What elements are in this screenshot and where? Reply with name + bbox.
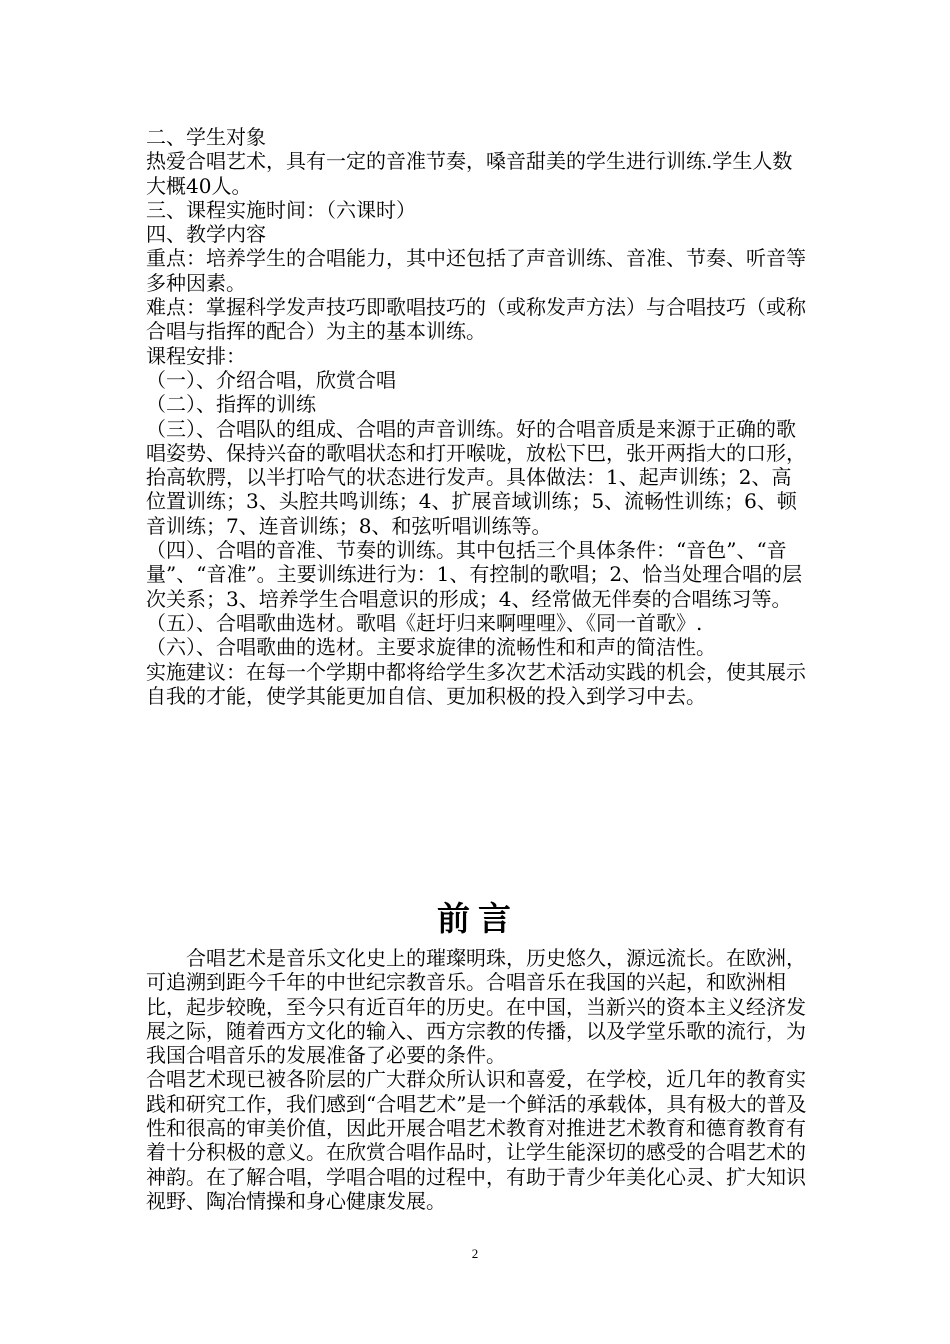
implementation-suggestion: 实施建议：在每一个学期中都将给学生多次艺术活动实践的机会，使其展示自我的才能，使学其能更加自信、更加积极的投入到学习中去。 bbox=[146, 659, 806, 708]
preface-paragraph-1: 合唱艺术是音乐文化史上的璀璨明珠，历史悠久，源远流长。在欧洲，可追溯到距今千年的中世纪宗教音乐。合唱音乐在我国的兴起，和欧洲相比，起步较晚，至今只有近百年的历史。在中国，当新兴的资本主义经济发展之际，随着西方文化的输入、西方宗教的传播，以及学堂乐歌的流行，为我国合唱音乐的发展准备了必要的条件。 bbox=[146, 946, 806, 1068]
key-points: 重点：培养学生的合唱能力，其中还包括了声音训练、音准、节奏、听音等多种因素。 bbox=[146, 246, 806, 295]
preface-title: 前言 bbox=[437, 899, 519, 938]
course-arrangement-label: 课程安排： bbox=[146, 343, 246, 368]
arrangement-item-4: （四）、合唱的音准、节奏的训练。其中包括三个具体条件：“音色”、“音量”、“音准”。主要训练进行为：1、有控制的歌唱；2、恰当处理合唱的层次关系；3、培养学生合唱意识的形成；4、经常做无伴奏的合唱练习等。 bbox=[146, 538, 803, 611]
preface-paragraph-2: 合唱艺术现已被各阶层的广大群众所认识和喜爱，在学校，近几年的教育实践和研究工作，我们感到“合唱艺术”是一个鲜活的承载体，具有极大的普及性和很高的审美价值，因此开展合唱艺术教育对推进艺术教育和德育教育有着十分积极的意义。在欣赏合唱作品时，让学生能深切的感受的合唱艺术的神韵。在了解合唱，学唱合唱的过程中，有助于青少年美化心灵、扩大知识视野、陶冶情操和身心健康发展。 bbox=[146, 1067, 807, 1213]
preface-heading-block bbox=[146, 893, 810, 945]
section-heading-content: 四、教学内容 bbox=[146, 222, 266, 247]
course-plan-section bbox=[146, 125, 810, 708]
preface-body bbox=[146, 946, 812, 1213]
arrangement-item-2: （二）、指挥的训练 bbox=[146, 392, 316, 417]
students-description: 热爱合唱艺术，具有一定的音准节奏，嗓音甜美的学生进行训练.学生人数大概40人。 bbox=[146, 149, 793, 198]
arrangement-item-3: （三）、合唱队的组成、合唱的声音训练。好的合唱音质是来源于正确的歌唱姿势、保持兴奋的歌唱状态和打开喉咙，放松下巴，张开两指大的口形，抬高软腭，以半打哈气的状态进行发声。具体做法：1、起声训练；2、高位置训练；3、头腔共鸣训练；4、扩展音域训练；5、流畅性训练；6、顿音训练；7、连音训练；8、和弦听唱训练等。 bbox=[146, 416, 806, 538]
difficult-points: 难点：掌握科学发声技巧即歌唱技巧的（或称发声方法）与合唱技巧（或称合唱与指挥的配合）为主的基本训练。 bbox=[146, 295, 806, 344]
arrangement-item-1: （一）、介绍合唱，欣赏合唱 bbox=[146, 367, 396, 392]
arrangement-item-5: （五）、合唱歌曲选材。歌唱《赶圩归来啊哩哩》、《同一首歌》. bbox=[146, 610, 703, 635]
arrangement-item-6: （六）、合唱歌曲的选材。主要求旋律的流畅性和和声的简洁性。 bbox=[146, 635, 716, 660]
page-number: 2 bbox=[471, 1246, 479, 1261]
section-heading-schedule: 三、课程实施时间：（六课时） bbox=[146, 197, 416, 222]
section-heading-students: 二、学生对象 bbox=[146, 125, 266, 149]
